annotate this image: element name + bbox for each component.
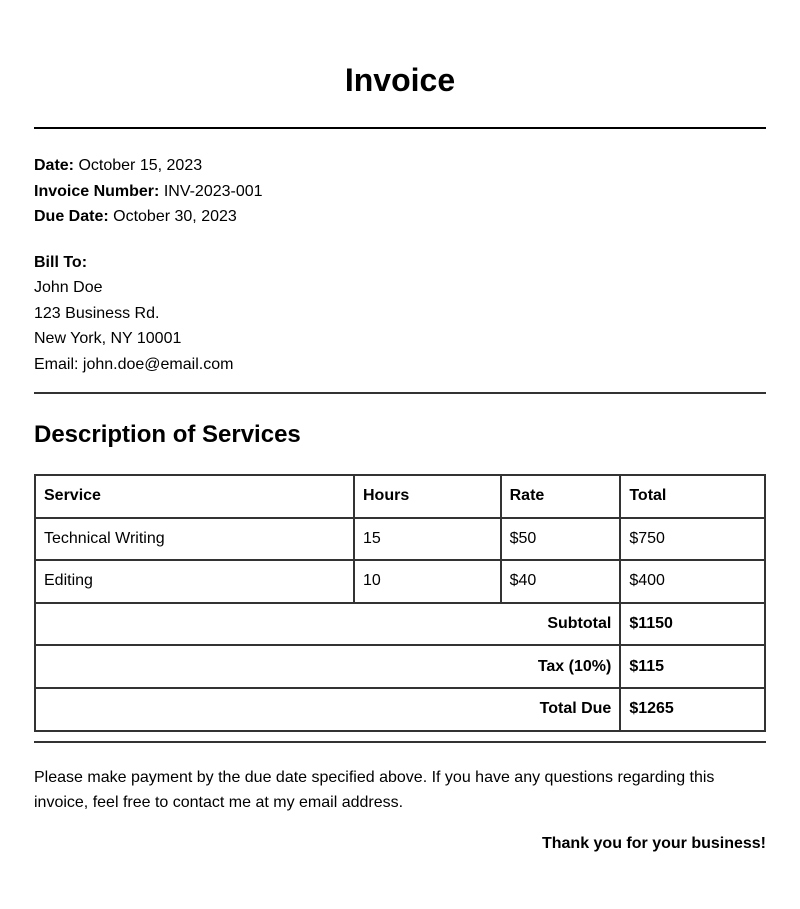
thank-you-message: Thank you for your business! <box>541 834 766 852</box>
subtotal-value: $1150 <box>620 603 765 646</box>
tax-row <box>35 645 765 688</box>
due-date-label: Due Date: <box>34 208 109 225</box>
column-header-rate: Rate <box>501 475 621 518</box>
hours-cell: 10 <box>354 560 501 603</box>
hours-cell: 15 <box>354 518 501 561</box>
date-row <box>34 153 766 179</box>
date-value: October 15, 2023 <box>78 157 203 174</box>
service-cell: Editing <box>35 560 354 603</box>
footer-divider <box>34 741 766 743</box>
bill-to-address-line2: New York, NY 10001 <box>34 330 182 347</box>
table-header-row <box>35 475 765 518</box>
invoice-number-value: INV-2023-001 <box>163 182 263 200</box>
tax-value: $115 <box>620 645 765 688</box>
column-header-service: Service <box>35 475 354 518</box>
date-label: Date: <box>34 157 75 174</box>
bill-to-label: Bill To: <box>34 253 88 271</box>
section-divider <box>34 392 766 394</box>
rate-cell: $40 <box>501 560 621 603</box>
total-due-row <box>35 688 765 731</box>
column-header-total: Total <box>620 475 765 518</box>
bill-to-name: John Doe <box>34 279 103 296</box>
due-date-row <box>34 204 766 230</box>
table-row <box>35 560 765 603</box>
bill-to-email: Email: john.doe@email.com <box>34 355 234 373</box>
total-cell: $750 <box>620 518 765 561</box>
invoice-number-label: Invoice Number: <box>34 182 160 200</box>
bill-to <box>34 250 766 378</box>
title-divider <box>34 127 766 129</box>
subtotal-label: Subtotal <box>35 603 620 646</box>
service-cell: Technical Writing <box>35 518 354 561</box>
payment-note: Please make payment by the due date specified above. If you have any questions regarding this invoice, feel free to contact me at my email address. <box>34 768 715 811</box>
column-header-hours: Hours <box>354 475 501 518</box>
total-cell: $400 <box>620 560 765 603</box>
table-row <box>35 518 765 561</box>
total-due-value: $1265 <box>620 688 765 731</box>
invoice-meta <box>34 153 766 230</box>
invoice-number-row <box>34 179 766 205</box>
services-table <box>34 474 766 732</box>
due-date-value: October 30, 2023 <box>113 208 237 225</box>
bill-to-address-line1: 123 Business Rd. <box>34 304 160 322</box>
total-due-label: Total Due <box>35 688 620 731</box>
rate-cell: $50 <box>501 518 621 561</box>
page-title: Invoice <box>344 62 456 98</box>
subtotal-row <box>35 603 765 646</box>
services-title: Description of Services <box>34 421 301 448</box>
tax-label: Tax (10%) <box>35 645 620 688</box>
